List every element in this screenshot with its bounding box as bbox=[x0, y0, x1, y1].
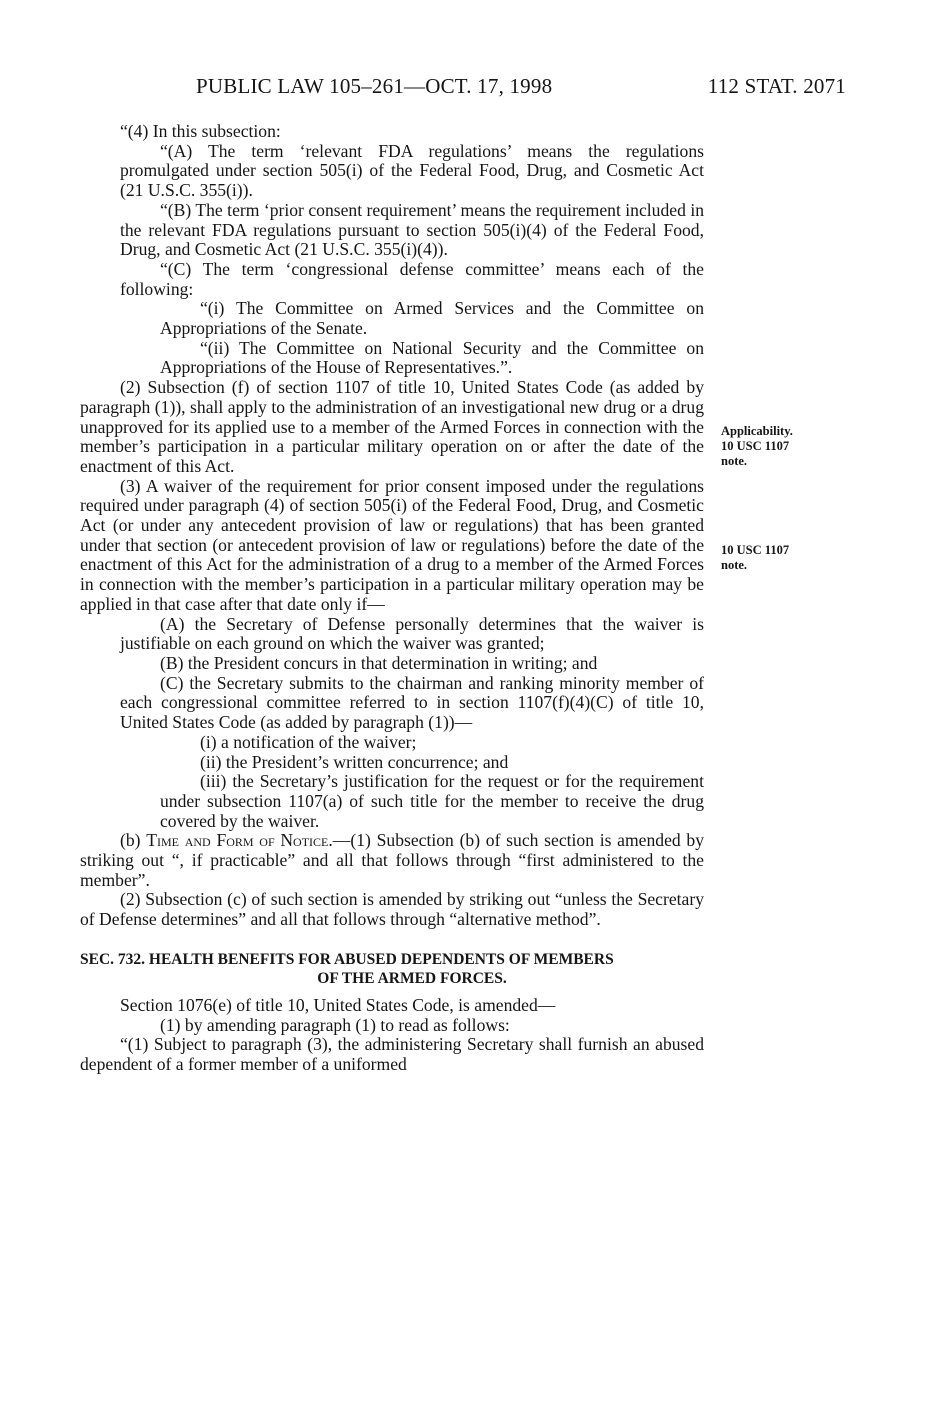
running-head-title: PUBLIC LAW 105–261—OCT. 17, 1998 bbox=[196, 74, 553, 98]
paragraph: (C) the Secretary submits to the chairman and ranking minority member of each congressional committee referred to in section 1107(f)(4)(C) of title 10, United States Code (as added by paragraph (1))— bbox=[120, 672, 704, 733]
section-heading bbox=[80, 950, 704, 988]
margin-note-line: 10 USC 1107 bbox=[721, 439, 790, 453]
subsection-heading: Time and Form of Notice. bbox=[146, 830, 333, 851]
paragraph: Section 1076(e) of title 10, United States Code, is amended— bbox=[120, 994, 556, 1015]
margin-note-line: note. bbox=[721, 454, 748, 468]
margin-note-applicability bbox=[721, 424, 831, 469]
paragraph: (3) A waiver of the requirement for prior consent imposed under the regulations required under paragraph (4) of section 505(i) of the Federal Food, Drug, and Cosmetic Act (or under any antecedent provision of law or regulations) that has been granted under that section (or antecedent provision of law or regulations) before the date of the enactment of this Act for the administration of a drug to a member of the Armed Forces in connection with the member’s participation in a particular military operation may be applied in that case after that date only if— bbox=[80, 475, 704, 614]
paragraph: (i) a notification of the waiver; bbox=[200, 731, 417, 752]
subsection-label: (b) bbox=[120, 830, 147, 851]
paragraph: (ii) the President’s written concurrence; and bbox=[200, 751, 509, 772]
statute-page-number: 112 STAT. 2071 bbox=[707, 74, 846, 98]
paragraph: “(1) Subject to paragraph (3), the administering Secretary shall furnish an abused dependent of a former member of a uniformed bbox=[80, 1034, 704, 1074]
paragraph: (1) by amending paragraph (1) to read as follows: bbox=[160, 1014, 510, 1035]
section-heading-line2: OF THE ARMED FORCES. bbox=[317, 969, 507, 987]
paragraph: “(A) The term ‘relevant FDA regulations’ means the regulations promulgated under section 505(i) of the Federal Food, Drug, and Cosmetic Act (21 U.S.C. 355(i)). bbox=[120, 140, 704, 201]
page-header bbox=[196, 74, 846, 104]
margin-note-line: 10 USC 1107 bbox=[721, 543, 790, 557]
paragraph: (iii) the Secretary’s justification for the request or for the requirement under subsection 1107(a) of such title for the member to receive the drug covered by the waiver. bbox=[160, 771, 704, 831]
paragraph: “(i) The Committee on Armed Services and the Committee on Appropriations of the Senate. bbox=[160, 298, 704, 339]
margin-note-line: Applicability. bbox=[721, 424, 793, 438]
subsection-text: —(1) Subsection (b) of such section is amended by striking out “, if practicable” and all that follows through “first administered to the member”. bbox=[80, 830, 704, 890]
margin-note-line: note. bbox=[721, 558, 748, 572]
paragraph: (B) the President concurs in that determination in writing; and bbox=[160, 652, 598, 673]
paragraph-subsection-b bbox=[80, 831, 704, 890]
paragraph: “(ii) The Committee on National Security and the Committee on Appropriations of the House of Representatives.”. bbox=[160, 337, 704, 378]
paragraph: (A) the Secretary of Defense personally determines that the waiver is justifiable on each ground on which the waiver was granted; bbox=[120, 613, 704, 654]
paragraph: “(4) In this subsection: bbox=[120, 121, 281, 141]
margin-note-usc bbox=[721, 543, 831, 573]
section-heading-line1: SEC. 732. HEALTH BENEFITS FOR ABUSED DEPENDENTS OF MEMBERS bbox=[80, 950, 614, 968]
document-body bbox=[80, 122, 704, 1075]
paragraph: “(B) The term ‘prior consent requirement’ means the requirement included in the relevant FDA regulations pursuant to section 505(i)(4) of the Federal Food, Drug, and Cosmetic Act (21 U.S.C. 355(i)(4)). bbox=[120, 199, 704, 260]
paragraph: (2) Subsection (f) of section 1107 of title 10, United States Code (as added by paragraph (1)), shall apply to the administration of an investigational new drug or a drug unapproved for its applied use to a member of the Armed Forces in connection with the member’s participation in a particular military operation on or after the date of the enactment of this Act. bbox=[80, 377, 704, 476]
paragraph: (2) Subsection (c) of such section is amended by striking out “unless the Secretary of Defense determines” and all that follows through “alternative method”. bbox=[80, 889, 704, 930]
paragraph: “(C) The term ‘congressional defense committee’ means each of the following: bbox=[120, 258, 704, 299]
